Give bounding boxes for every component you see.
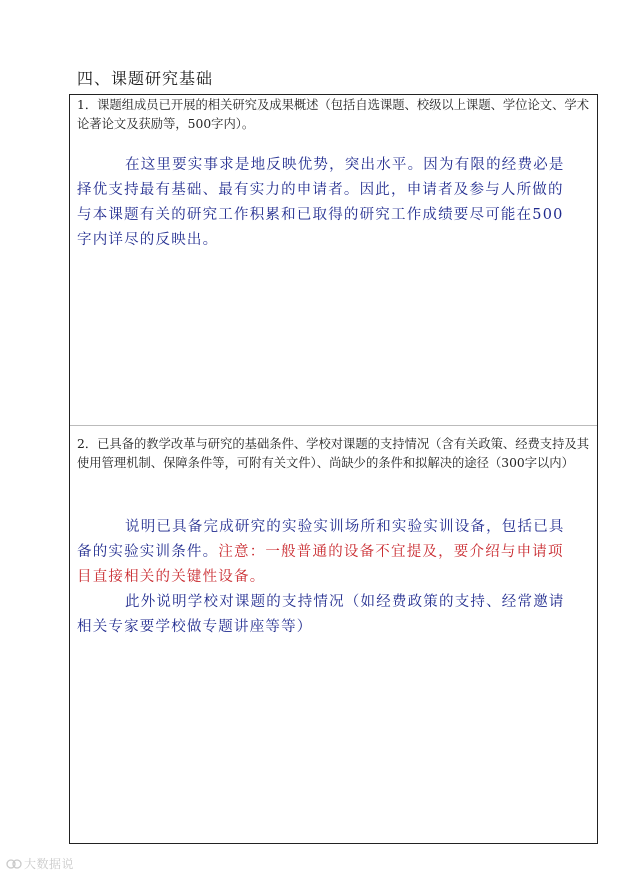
section1-prompt: 1．课题组成员已开展的相关研究及成果概述（包括自选课题、校级以上课题、学位论文、学术论著论文及获励等，500字内）。 xyxy=(77,98,589,131)
section2-body-red: 注意：一般普通的设备不宜提及，要介绍与申请项目直接相关的关键性设备。 xyxy=(77,544,564,585)
section2-prompt: 2．已具备的教学改革与研究的基础条件、学校对课题的支持情况（含有关政策、经费支持及其使用管理机制、保障条件等，可附有关文件）、尚缺少的条件和拟解决的途径（300字以内） xyxy=(77,437,589,470)
section1-body-text: 在这里要实事求是地反映优势，突出水平。因为有限的经费必是择优支持最有基础、最有实力的申请者。因此，申请者及参与人所做的与本课题有关的研究工作积累和已取得的研究工作成绩要尽可能在500字内详尽的反映出。 xyxy=(77,157,565,248)
section1-body xyxy=(77,153,579,253)
research-basis-table xyxy=(69,94,598,844)
watermark xyxy=(6,855,74,872)
watermark-text: 大数据说 xyxy=(24,857,75,871)
section-divider xyxy=(70,425,597,426)
section2-body2-text: 此外说明学校对课题的支持情况（如经费政策的支持、经常邀请相关专家要学校做专题讲座等等） xyxy=(77,594,565,635)
section2-body xyxy=(77,515,579,590)
watermark-logo-icon xyxy=(6,858,22,870)
section-heading: 四、课题研究基础 xyxy=(77,69,214,88)
section2-body-blue: 说明已具备完成研究的实验实训场所和实验实训设备，包括已具备的实验实训条件。 xyxy=(77,519,565,560)
section2-body2 xyxy=(77,590,579,640)
